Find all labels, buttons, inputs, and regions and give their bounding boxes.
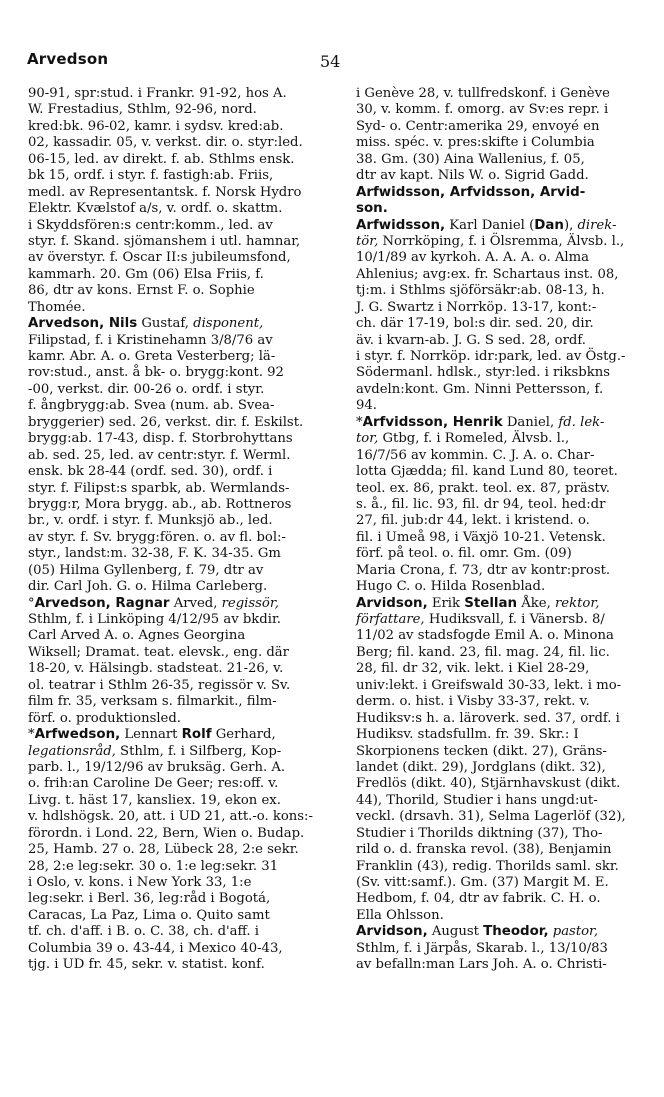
entry-text: Filipstad, f. i Kristinehamn 3/8/76 av xyxy=(28,332,273,348)
entry-text: f. ångbrygg:ab. Svea (num. ab. Svea- xyxy=(28,398,275,414)
entry-text: August xyxy=(427,924,484,940)
entry-name: Arvidson, xyxy=(356,595,428,611)
entry-text: s. å., fil. lic. 93, fil. dr 94, teol. hed:dr xyxy=(356,496,606,512)
entry-text: v. hdlshögsk. 20, att. i UD 21, att.-o. kons:- xyxy=(28,809,313,825)
text-line xyxy=(356,481,664,497)
text-line xyxy=(356,86,664,102)
entry-text: J. G. Swartz i Norrköp. 13-17, kont:- xyxy=(356,299,597,315)
entry-text: Wiksell; Dramat. teat. elevsk., eng. där xyxy=(28,644,289,660)
text-line xyxy=(28,563,338,579)
text-line xyxy=(356,365,664,381)
entry-text: 11/02 av stadsfogde Emil A. o. Minona xyxy=(356,628,614,644)
entry-text: dir. Carl Joh. G. o. Hilma Carleberg. xyxy=(28,579,268,595)
text-line xyxy=(356,530,664,546)
entry-text: leg:sekr. i Berl. 36, leg:råd i Bogotá, xyxy=(28,891,271,907)
text-line xyxy=(356,546,664,562)
entry-text: styr. f. Skand. sjömanshem i utl. hamnar, xyxy=(28,233,301,249)
entry-text: 16/7/56 av kommin. C. J. A. o. Char- xyxy=(356,447,595,463)
text-line xyxy=(356,267,664,283)
entry-text: bryggerier) sed. 26, verkst. dir. f. Eskilst. xyxy=(28,414,304,430)
entry-text: 90-91, spr:stud. i Frankr. 91-92, hos A. xyxy=(28,86,287,101)
entry-text: Fredlös (dikt. 40), Stjärnhavskust (dikt. xyxy=(356,776,621,792)
text-line xyxy=(356,694,664,710)
entry-text: av styr. f. Sv. brygg:fören. o. av fl. bol:- xyxy=(28,529,286,545)
entry-text: tf. ch. d'aff. i B. o. C. 38, ch. d'aff. i xyxy=(28,924,260,940)
entry-text: veckl. (drsavh. 31), Selma Lagerlöf (32), xyxy=(356,809,626,825)
text-line xyxy=(28,300,338,316)
entry-name: Theodor, xyxy=(483,924,549,940)
text-line xyxy=(28,842,338,858)
text-line xyxy=(28,382,338,398)
entry-text: rild o. d. franska revol. (38), Benjamin xyxy=(356,842,612,858)
text-line xyxy=(28,102,338,118)
entry-text: 86, dtr av kons. Ernst F. o. Sophie xyxy=(28,283,255,299)
text-line xyxy=(356,793,664,809)
entry-name: Arvedson, Ragnar xyxy=(34,595,170,611)
entry-text: univ:lekt. i Greifswald 30-33, lekt. i mo- xyxy=(356,677,622,693)
text-line xyxy=(356,776,664,792)
text-line xyxy=(356,250,664,266)
text-line xyxy=(28,530,338,546)
entry-text: ensk. bk 28-44 (ordf. sed. 30), ordf. i xyxy=(28,464,273,480)
text-line xyxy=(356,415,664,431)
entry-text: 02, kassadir. 05, v. verkst. dir. o. styr:led. xyxy=(28,135,303,151)
text-line xyxy=(28,612,338,628)
left-column xyxy=(28,86,338,974)
entry-name: Arfwidsson, Arfvidsson, Arvid- xyxy=(356,184,586,200)
text-line xyxy=(28,86,338,102)
entry-name: Stellan xyxy=(464,595,518,611)
entry-text: ), xyxy=(563,217,578,233)
entry-text: kred:bk. 96-02, kamr. i sydsv. kred:ab. xyxy=(28,118,284,134)
entry-title: regissör, xyxy=(221,595,279,611)
text-line xyxy=(28,415,338,431)
right-column xyxy=(356,86,664,974)
text-line xyxy=(356,809,664,825)
entry-text: i styr. f. Norrköp. idr:park, led. av Östg.- xyxy=(356,349,626,364)
text-line xyxy=(356,596,664,612)
entry-text: 27, fil. jub:dr 44, lekt. i kristend. o. xyxy=(356,513,590,529)
text-line xyxy=(28,645,338,661)
text-line xyxy=(356,333,664,349)
entry-text: Sthlm, f. i Silfberg, Kop- xyxy=(115,743,282,759)
entry-text: Södermanl. hdlsk., styr:led. i riksbkns xyxy=(356,365,610,381)
entry-text: Hudiksv. stadsfullm. fr. 39. Skr.: I xyxy=(356,727,579,743)
text-line xyxy=(356,859,664,875)
entry-text: br., v. ordf. i styr. f. Munksjö ab., led. xyxy=(28,513,273,529)
entry-text: Hedbom, f. 04, dtr av fabrik. C. H. o. xyxy=(356,891,601,907)
entry-text: medl. av Representantsk. f. Norsk Hydro xyxy=(28,184,302,200)
entry-text: brygg:ab. 17-43, disp. f. Storbrohyttans xyxy=(28,431,293,447)
entry-text: förf. o. produktionsled. xyxy=(28,710,181,726)
entry-text: 44), Thorild, Studier i hans ungd:ut- xyxy=(356,792,598,808)
entry-name: Dan xyxy=(534,217,564,233)
entry-text: kammarh. 20. Gm (06) Elsa Friis, f. xyxy=(28,266,264,282)
text-line xyxy=(356,102,664,118)
text-line xyxy=(28,760,338,776)
entry-title: författare, xyxy=(356,612,425,627)
entry-text: Sthlm, f. i Järpås, Skarab. l., 13/10/83 xyxy=(356,940,608,956)
entry-text: Franklin (43), redig. Thorilds saml. skr. xyxy=(356,858,619,874)
entry-text: i Genève 28, v. tullfredskonf. i Genève xyxy=(356,86,610,101)
entry-title: fd. lek- xyxy=(558,414,605,430)
text-line xyxy=(356,908,664,924)
entry-text: styr., landst:m. 32-38, F. K. 34-35. Gm xyxy=(28,546,281,562)
entry-text: derm. o. hist. i Visby 33-37, rekt. v. xyxy=(356,694,590,710)
text-line xyxy=(28,497,338,513)
text-line xyxy=(28,448,338,464)
text-line xyxy=(356,842,664,858)
text-line xyxy=(28,513,338,529)
entry-text: Lennart xyxy=(120,727,182,743)
text-line xyxy=(28,119,338,135)
entry-text: 94. xyxy=(356,398,377,414)
entry-text: * xyxy=(28,727,35,743)
text-line xyxy=(356,448,664,464)
text-line xyxy=(356,957,664,973)
entry-text: förordn. i Lond. 22, Bern, Wien o. Budap. xyxy=(28,825,305,841)
entry-text: styr. f. Filipst:s sparbk, ab. Wermlands- xyxy=(28,480,290,496)
text-line xyxy=(28,218,338,234)
text-line xyxy=(356,513,664,529)
entry-name: Arfwidsson, xyxy=(356,217,446,233)
entry-title: direk- xyxy=(577,217,617,233)
entry-text: Hudiksvall, f. i Vänersb. 8/ xyxy=(424,612,605,627)
entry-title: pastor, xyxy=(552,924,599,940)
entry-text: tjg. i UD fr. 45, sekr. v. statist. konf. xyxy=(28,957,265,973)
entry-text: film fr. 35, verksam s. filmarkit., film- xyxy=(28,694,277,710)
text-line xyxy=(28,859,338,875)
text-line xyxy=(28,283,338,299)
text-line xyxy=(28,711,338,727)
entry-text: * xyxy=(356,414,363,430)
entry-text: Syd- o. Centr:amerika 29, envoyé en xyxy=(356,118,600,134)
entry-text: Caracas, La Paz, Lima o. Quito samt xyxy=(28,907,270,923)
text-line xyxy=(356,891,664,907)
entry-title: legationsråd, xyxy=(28,743,116,759)
text-line xyxy=(28,924,338,940)
entry-text: Ahlenius; avg:ex. fr. Schartaus inst. 08, xyxy=(356,266,619,282)
entry-text: ab. sed. 25, led. av centr:styr. f. Werml. xyxy=(28,447,291,463)
text-line xyxy=(28,727,338,743)
entry-text: Livg. t. häst 17, kansliex. 19, ekon ex. xyxy=(28,792,281,808)
entry-text: Sthlm, f. i Linköping 4/12/95 av bkdir. xyxy=(28,612,281,627)
text-line xyxy=(28,694,338,710)
entry-text: 30, v. komm. f. omorg. av Sv:es repr. i xyxy=(356,102,609,118)
running-head: Arvedson xyxy=(27,50,109,68)
text-line xyxy=(28,941,338,957)
text-line xyxy=(28,365,338,381)
text-line xyxy=(356,201,664,217)
entry-text: 18-20, v. Hälsingb. stadsteat. 21-26, v. xyxy=(28,661,284,677)
text-line xyxy=(356,497,664,513)
text-line xyxy=(356,628,664,644)
text-line xyxy=(28,464,338,480)
entry-text: (05) Hilma Gyllenberg, f. 79, dtr av xyxy=(28,562,264,578)
text-line xyxy=(356,678,664,694)
text-line xyxy=(356,349,664,365)
text-line xyxy=(28,678,338,694)
text-line xyxy=(28,481,338,497)
entry-text: Gtbg, f. i Romeled, Älvsb. l., xyxy=(378,431,570,447)
text-line xyxy=(356,941,664,957)
entry-name: Arvedson, Nils xyxy=(28,316,138,332)
entry-text: avdeln:kont. Gm. Ninni Pettersson, f. xyxy=(356,381,604,397)
entry-text: -00, verkst. dir. 00-26 o. ordf. i styr. xyxy=(28,381,265,397)
entry-text: tj:m. i Sthlms sjöförsäkr:ab. 08-13, h. xyxy=(356,283,605,299)
entry-text: Gerhard, xyxy=(211,727,276,743)
text-line xyxy=(28,809,338,825)
entry-text: av överstyr. f. Oscar II:s jubileumsfond, xyxy=(28,250,291,266)
entry-text: äv. i kvarn-ab. J. G. S sed. 28, ordf. xyxy=(356,332,586,348)
entry-text: Karl Daniel ( xyxy=(445,217,535,233)
text-line xyxy=(356,300,664,316)
text-line xyxy=(356,152,664,168)
text-line xyxy=(28,546,338,562)
text-line xyxy=(356,464,664,480)
entry-text: Arved, xyxy=(169,595,222,611)
entry-text: teol. ex. 86, prakt. teol. ex. 87, prästv. xyxy=(356,480,610,496)
entry-text: Carl Arved A. o. Agnes Georgina xyxy=(28,628,246,644)
text-line xyxy=(28,431,338,447)
text-line xyxy=(356,382,664,398)
text-line xyxy=(356,119,664,135)
text-line xyxy=(356,563,664,579)
entry-title: tor, xyxy=(356,431,379,447)
text-line xyxy=(28,596,338,612)
entry-text: lotta Gjædda; fil. kand Lund 80, teoret. xyxy=(356,464,618,480)
entry-text: o. frih:an Caroline De Geer; res:off. v. xyxy=(28,776,279,792)
text-line xyxy=(28,398,338,414)
entry-title: disponent, xyxy=(193,316,264,332)
entry-text: 06-15, led. av direkt. f. ab. Sthlms ensk. xyxy=(28,151,295,167)
entry-text: Skorpionens tecken (dikt. 27), Gräns- xyxy=(356,743,607,759)
entry-text: 25, Hamb. 27 o. 28, Lübeck 28, 2:e sekr. xyxy=(28,842,299,858)
entry-text: (Sv. vitt:samf.). Gm. (37) Margit M. E. xyxy=(356,875,609,890)
entry-text: Elektr. Kvælstof a/s, v. ordf. o. skattm. xyxy=(28,201,283,217)
text-line xyxy=(356,316,664,332)
text-line xyxy=(356,579,664,595)
entry-text: Hugo C. o. Hilda Rosenblad. xyxy=(356,579,546,595)
text-line xyxy=(356,727,664,743)
entry-name: Rolf xyxy=(181,727,212,743)
text-line xyxy=(28,744,338,760)
entry-text: 28, fil. dr 32, vik. lekt. i Kiel 28-29, xyxy=(356,661,590,677)
entry-title: rektor, xyxy=(555,595,600,611)
page-number: 54 xyxy=(320,52,341,71)
text-line xyxy=(356,744,664,760)
text-line xyxy=(28,957,338,973)
text-line xyxy=(356,826,664,842)
entry-text: Studier i Thorilds diktning (37), Tho- xyxy=(356,825,603,841)
entry-text: ch. där 17-19, bol:s dir. sed. 20, dir. xyxy=(356,316,594,332)
entry-text: brygg:r, Mora brygg. ab., ab. Rottneros xyxy=(28,496,292,512)
text-line xyxy=(356,283,664,299)
entry-text: miss. spéc. v. pres:skifte i Columbia xyxy=(356,135,595,151)
text-line xyxy=(356,234,664,250)
entry-text: Hudiksv:s h. a. läroverk. sed. 37, ordf. i xyxy=(356,710,620,726)
entry-text: W. Frestadius, Sthlm, 92-96, nord. xyxy=(28,102,257,118)
entry-text: 10/1/89 av kyrkoh. A. A. A. o. Alma xyxy=(356,250,590,266)
text-line xyxy=(28,168,338,184)
text-line xyxy=(28,349,338,365)
entry-text: 38. Gm. (30) Aina Wallenius, f. 05, xyxy=(356,151,585,167)
text-line xyxy=(356,431,664,447)
text-line xyxy=(28,185,338,201)
text-line xyxy=(28,152,338,168)
entry-text: ° xyxy=(28,595,35,611)
text-line xyxy=(28,234,338,250)
text-line xyxy=(28,579,338,595)
entry-text: Gustaf, xyxy=(137,316,194,332)
entry-text: Maria Crona, f. 73, dtr av kontr:prost. xyxy=(356,562,611,578)
entry-text: landet (dikt. 29), Jordglans (dikt. 32), xyxy=(356,759,606,775)
entry-text: Thomée. xyxy=(28,299,86,315)
text-line xyxy=(28,875,338,891)
text-line xyxy=(356,924,664,940)
entry-text: 28, 2:e leg:sekr. 30 o. 1:e leg:sekr. 31 xyxy=(28,858,279,874)
entry-text: Daniel, xyxy=(502,414,559,430)
entry-text: Norrköping, f. i Ölsremma, Älvsb. l., xyxy=(378,233,625,249)
text-line xyxy=(356,760,664,776)
text-line xyxy=(28,316,338,332)
text-line xyxy=(28,661,338,677)
entry-text: rov:stud., anst. å bk- o. brygg:kont. 92 xyxy=(28,365,284,381)
entry-name: Arfwedson, xyxy=(34,727,121,743)
text-line xyxy=(356,168,664,184)
text-line xyxy=(28,201,338,217)
entry-text: Berg; fil. kand. 23, fil. mag. 24, fil. lic. xyxy=(356,644,610,660)
text-line xyxy=(28,826,338,842)
text-line xyxy=(356,875,664,891)
entry-text: kamr. Abr. A. o. Greta Vesterberg; lä- xyxy=(28,349,276,364)
text-line xyxy=(28,250,338,266)
entry-text: Åke, xyxy=(517,595,555,611)
text-line xyxy=(356,711,664,727)
text-line xyxy=(356,661,664,677)
text-line xyxy=(356,135,664,151)
entry-text: i Skyddsfören:s centr:komm., led. av xyxy=(28,217,273,233)
entry-text: ol. teatrar i Sthlm 26-35, regissör v. Sv. xyxy=(28,677,291,693)
text-line xyxy=(28,891,338,907)
entry-text: Ella Ohlsson. xyxy=(356,907,444,923)
text-line xyxy=(28,267,338,283)
entry-text: Columbia 39 o. 43-44, i Mexico 40-43, xyxy=(28,940,283,956)
text-line xyxy=(356,612,664,628)
entry-text: i Oslo, v. kons. i New York 33, 1:e xyxy=(28,875,252,890)
entry-text: bk 15, ordf. i styr. f. fastigh:ab. Friis, xyxy=(28,168,274,184)
entry-name: Arfvidsson, Henrik xyxy=(362,414,503,430)
text-line xyxy=(28,793,338,809)
entry-text: Erik xyxy=(427,595,465,611)
text-line xyxy=(28,333,338,349)
entry-text: fil. i Umeå 98, i Växjö 10-21. Vetensk. xyxy=(356,529,606,545)
entry-text: parb. l., 19/12/96 av bruksäg. Gerh. A. xyxy=(28,759,286,775)
entry-text: av befalln:man Lars Joh. A. o. Christi- xyxy=(356,957,607,973)
text-line xyxy=(356,398,664,414)
entry-title: tör, xyxy=(356,233,379,249)
text-line xyxy=(356,218,664,234)
text-line xyxy=(356,645,664,661)
text-line xyxy=(28,776,338,792)
entry-text: förf. på teol. o. fil. omr. Gm. (09) xyxy=(356,546,572,562)
text-line xyxy=(28,908,338,924)
text-line xyxy=(28,628,338,644)
entry-name: son. xyxy=(356,201,388,217)
text-line xyxy=(28,135,338,151)
text-line xyxy=(356,185,664,201)
entry-name: Arvidson, xyxy=(356,924,428,940)
entry-text: dtr av kapt. Nils W. o. Sigrid Gadd. xyxy=(356,168,589,184)
